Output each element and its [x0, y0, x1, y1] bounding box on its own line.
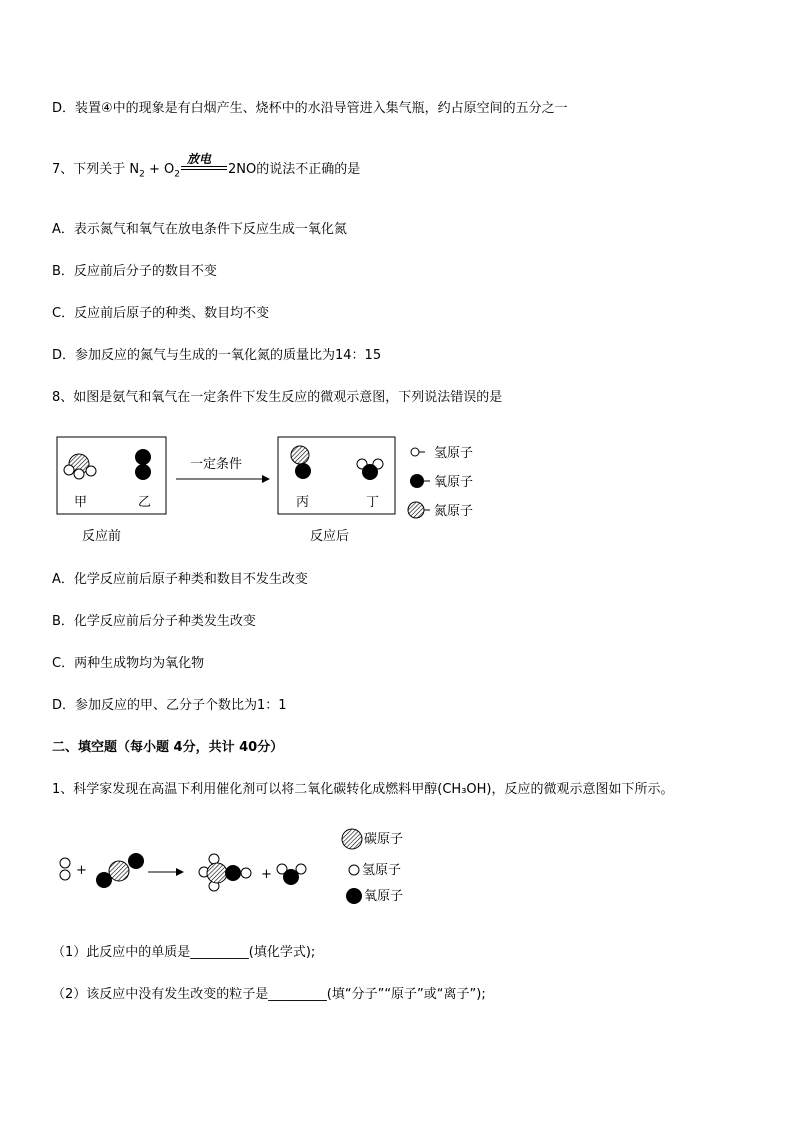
- before-label: 反应前: [82, 529, 122, 544]
- legend-hydrogen-icon: [349, 865, 359, 875]
- legend-oxygen-icon: [346, 888, 362, 904]
- hydrogen-atom: [64, 465, 74, 475]
- fill-q1-stem: 1、科学家发现在高温下利用催化剂可以将二氧化碳转化成燃料甲醇(CH₃OH)，反应的微观示意图如下所示。: [52, 782, 674, 797]
- carbon-atom: [207, 863, 227, 883]
- q7-plus-o: + O: [144, 162, 175, 177]
- section-title: 二、填空题（每小题 4分，共计 40分）: [52, 740, 284, 755]
- oxygen-atom: [225, 865, 241, 881]
- methanol-reaction-diagram: [0, 820, 794, 920]
- after-label: 反应后: [310, 529, 350, 544]
- q8-reaction-diagram: [0, 430, 794, 550]
- legend-oxygen-label: 氧原子: [364, 889, 404, 904]
- q8-option-d: D．参加反应的甲、乙分子个数比为1：1: [52, 698, 287, 713]
- label-yi: 乙: [138, 495, 152, 510]
- q8-option-b: B．化学反应前后分子种类发生改变: [52, 614, 256, 629]
- fill-q1-sub2: （2）该反应中没有发生改变的粒子是_________(填“分子”“原子”或“离子”);: [52, 987, 486, 1002]
- legend-hydrogen-icon: [411, 448, 419, 456]
- q7-option-b: B．反应前后分子的数目不变: [52, 264, 217, 279]
- hydrogen-atom: [209, 854, 219, 864]
- oxygen-atom: [295, 463, 311, 479]
- legend-oxygen-label: 氧原子: [434, 475, 474, 490]
- condition-text: 一定条件: [190, 457, 243, 472]
- label-jia: 甲: [74, 495, 88, 510]
- hydrogen-atom: [74, 469, 84, 479]
- legend-nitrogen-label: 氮原子: [434, 504, 474, 519]
- condition-label: 放电: [187, 152, 212, 166]
- hydrogen-atom: [86, 466, 96, 476]
- legend-oxygen-icon: [410, 474, 424, 488]
- q8-option-c: C．两种生成物均为氧化物: [52, 656, 205, 671]
- legend-carbon-label: 碳原子: [364, 832, 404, 847]
- oxygen-atom: [135, 464, 151, 480]
- plus-sign: +: [76, 863, 87, 878]
- plus-sign: +: [261, 867, 272, 882]
- n2-subscript: 2: [139, 169, 145, 180]
- legend-hydrogen-label: 氢原子: [362, 863, 402, 878]
- q7-suffix: 的说法不正确的是: [256, 162, 361, 177]
- hydrogen-atom: [241, 868, 251, 878]
- reaction-arrow-head: [262, 475, 270, 483]
- q7-option-c: C．反应前后原子的种类、数目均不变: [52, 306, 270, 321]
- reaction-condition-arrow: [181, 152, 227, 173]
- hydrogen-atom: [60, 858, 70, 868]
- o2-subscript: 2: [174, 169, 180, 180]
- nitrogen-atom: [291, 446, 309, 464]
- label-ding: 丁: [366, 495, 380, 510]
- oxygen-atom: [128, 853, 144, 869]
- q7-product: 2NO: [228, 162, 257, 177]
- oxygen-atom: [135, 449, 151, 465]
- label-bing: 丙: [296, 495, 310, 510]
- q6-option-d: D．装置④中的现象是有白烟产生、烧杯中的水沿导管进入集气瓶，约占原空间的五分之一: [52, 101, 568, 116]
- legend-nitrogen-icon: [408, 502, 424, 518]
- legend-carbon-icon: [342, 829, 362, 849]
- q7-option-d: D．参加反应的氮气与生成的一氧化氮的质量比为14：15: [52, 348, 382, 363]
- legend-hydrogen-label: 氢原子: [434, 446, 474, 461]
- arrow-head: [176, 868, 184, 876]
- q7-stem: [52, 152, 361, 183]
- oxygen-atom: [283, 869, 299, 885]
- fill-q1-sub1: （1）此反应中的单质是_________(填化学式);: [52, 945, 316, 960]
- q7-option-a: A．表示氮气和氧气在放电条件下反应生成一氧化氮: [52, 222, 347, 237]
- carbon-atom: [109, 861, 129, 881]
- hydrogen-atom: [60, 870, 70, 880]
- oxygen-atom: [362, 464, 378, 480]
- q7-prefix: 7、下列关于 N: [52, 162, 140, 177]
- q8-option-a: A．化学反应前后原子种类和数目不发生改变: [52, 572, 308, 587]
- q8-stem: 8、如图是氨气和氧气在一定条件下发生反应的微观示意图，下列说法错误的是: [52, 390, 503, 405]
